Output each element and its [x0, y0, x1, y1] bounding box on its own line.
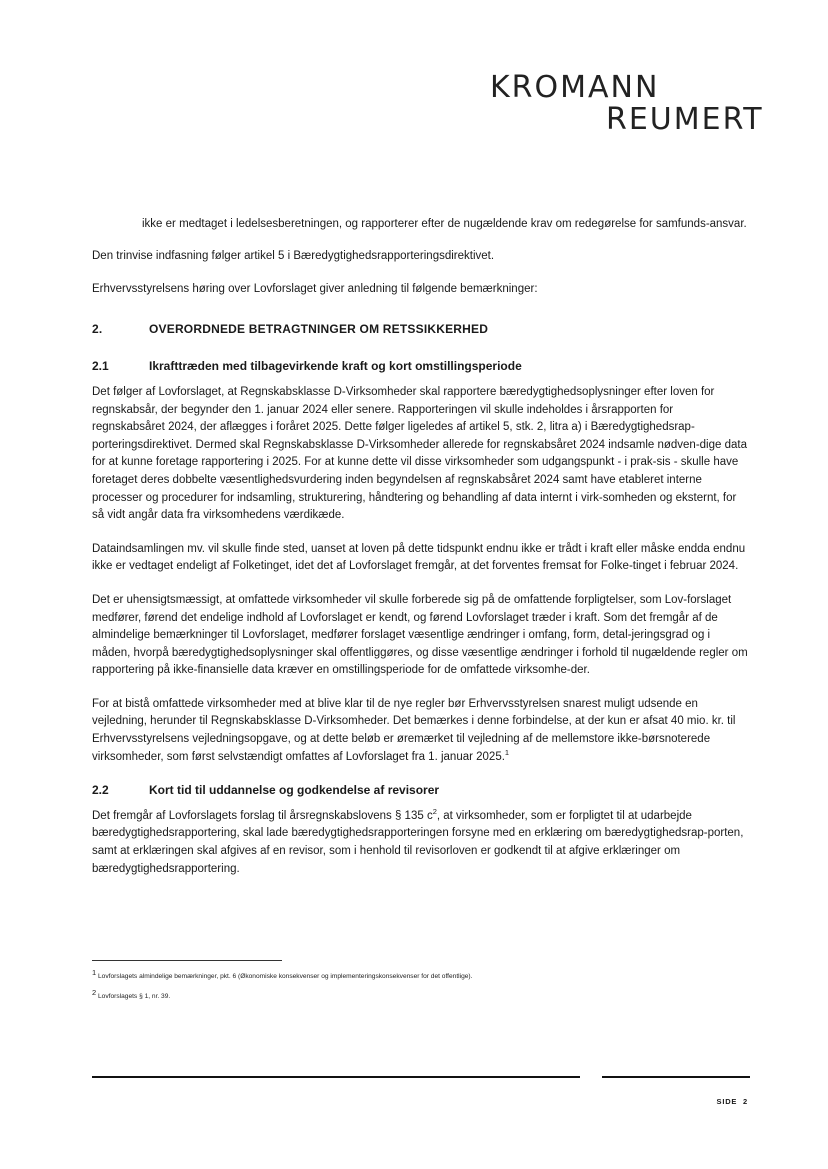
subsection-title: Ikrafttræden med tilbagevirkende kraft og kort omstillingsperiode	[149, 359, 522, 374]
section-2-1-heading	[92, 358, 748, 376]
page-number	[680, 1097, 748, 1106]
page-number-value: 2	[743, 1097, 748, 1106]
paragraph-text: For at bistå omfattede virksomheder med at blive klar til de nye regler bør Erhvervsstyrelsen snarest muligt udsende en vejledning, herunder til Regnskabsklasse D-Virksomheder. Det bemærkes i denne forbindelse, at der kun er afsat 40 mio. kr. til Erhvervsstyrelsens vejledningsopgave, og at dette beløb er øremærket til vejledning af de mellemstore ikke-børsnoterede virksomheder, som først selvstændigt omfattes af Lovforslaget fra 1. januar 2025.	[92, 697, 736, 763]
phasing-paragraph: Den trinvise indfasning følger artikel 5 i Bæredygtighedsrapporteringsdirektivet.	[92, 249, 495, 262]
footnote-text: Lovforslagets almindelige bemærkninger, pkt. 6 (Økonomiske konsekvenser og implementeringskonsekvenser for det offentlige).	[98, 973, 473, 980]
kromann-reumert-logo	[468, 70, 764, 137]
section-2-1-paragraph-1: Det følger af Lovforslaget, at Regnskabsklasse D-Virksomheder skal rapportere bæredygtighedsoplysninger efter loven for regnskabsår, der begynder den 1. januar 2024 eller senere. Rapporteringen vil skulle indeholdes i årsrapporten for regnskabsåret 2024, der aflægges i foråret 2025. Dette følger ligeledes af artikel 5, stk. 2, litra a) i Bæredygtighedsrap-porteringsdirektivet. Dermed skal Regnskabsklasse D-Virksomheder allerede for regnskabsåret 2024 indsamle nødven-dige data for at kunne foretage rapportering i 2025. For at kunne dette vil disse virksomheder som udgangspunkt - i prak-sis - skulle have foretaget deres dobbelte væsentlighedsvurdering inden begyndelsen af regnskabsåret 2024 samt have etableret interne processer og procedurer for indsamling, strukturering, håndtering og behandling af data internt i virk-somheden og eksternt, for så vidt angår data fra virksomhedens værdikæde.	[92, 385, 747, 522]
logo-line-1: KROMANN	[490, 70, 660, 105]
footer-rule-left	[92, 1076, 580, 1078]
footnote-ref-2[interactable]: 2	[432, 807, 437, 817]
footnote-ref-1[interactable]: 1	[504, 747, 510, 757]
section-2-1-paragraph-3: Det er uhensigtsmæssigt, at omfattede virksomheder vil skulle forberede sig på de omfattende forpligtelser, som Lov-forslaget medfører, førend det endelige indhold af Lovforslaget er kendt, og førend Lovforslaget træder i kraft. Som det fremgår af de almindelige bemærkninger til Lovforslaget, medfører forslaget væsentlige ændringer i omfang, form, detal-jeringsgrad og i måden, hvorpå bæredygtighedsoplysninger skal offentliggøres, og disse væsentlige ændringer i forhold til nugældende regler om rapportering på ikke-finansielle data kræver en omstillingsperiode for de omfattede virksomhe-der.	[92, 593, 748, 677]
section-2-1-paragraph-4	[92, 696, 748, 766]
footnote-text: Lovforslagets § 1, nr. 39.	[98, 993, 171, 1000]
footnote-divider	[92, 960, 282, 961]
footnote-marker: 2	[92, 987, 97, 997]
footnote-1	[92, 967, 748, 982]
footnotes	[92, 967, 748, 1011]
hearing-paragraph: Erhvervsstyrelsens høring over Lovforslaget giver anledning til følgende bemærkninger:	[92, 283, 538, 296]
section-title: OVERORDNEDE BETRAGTNINGER OM RETSSIKKERHED	[149, 321, 489, 336]
section-2-2-heading	[92, 782, 748, 800]
page-label: SIDE	[716, 1097, 738, 1106]
paragraph-text-b: , at virksomheder, som er forpligtet til at udarbejde bæredygtighedsrapportering, skal lade bæredygtighedsrapporteringen forsyne med en erklæring om bæredygtighedsrap-porten, samt at erklæringen skal afgives af en revisor, som i henhold til revisorloven er godkendt til at afgive erklæringer om bæredygtighedsrapportering.	[92, 809, 744, 875]
footnote-marker: 1	[92, 967, 97, 977]
document-body	[92, 216, 748, 894]
footnote-2	[92, 987, 748, 1002]
section-number: 2.	[92, 321, 103, 336]
subsection-number: 2.2	[92, 783, 109, 798]
logo-line-2: REUMERT	[606, 102, 764, 137]
section-2-heading	[92, 321, 748, 339]
subsection-title: Kort tid til uddannelse og godkendelse af revisorer	[149, 783, 440, 798]
subsection-number: 2.1	[92, 359, 109, 374]
intro-indented-paragraph: ikke er medtaget i ledelsesberetningen, og rapporterer efter de nugældende krav om redegørelse for samfunds-ansvar.	[142, 218, 747, 230]
section-2-1-paragraph-2: Dataindsamlingen mv. vil skulle finde sted, uanset at loven på dette tidspunkt endnu ikke er trådt i kraft eller måske endda endnu ikke er vedtaget endeligt af Folketinget, idet det af Lovforslaget fremgår, at det forventes fremsat for Folke-tinget i februar 2024.	[92, 542, 746, 573]
section-2-2-paragraph-1	[92, 808, 748, 878]
paragraph-text-a: Det fremgår af Lovforslagets forslag til årsregnskabslovens § 135 c	[92, 809, 433, 822]
footer-rule-right	[602, 1076, 750, 1078]
